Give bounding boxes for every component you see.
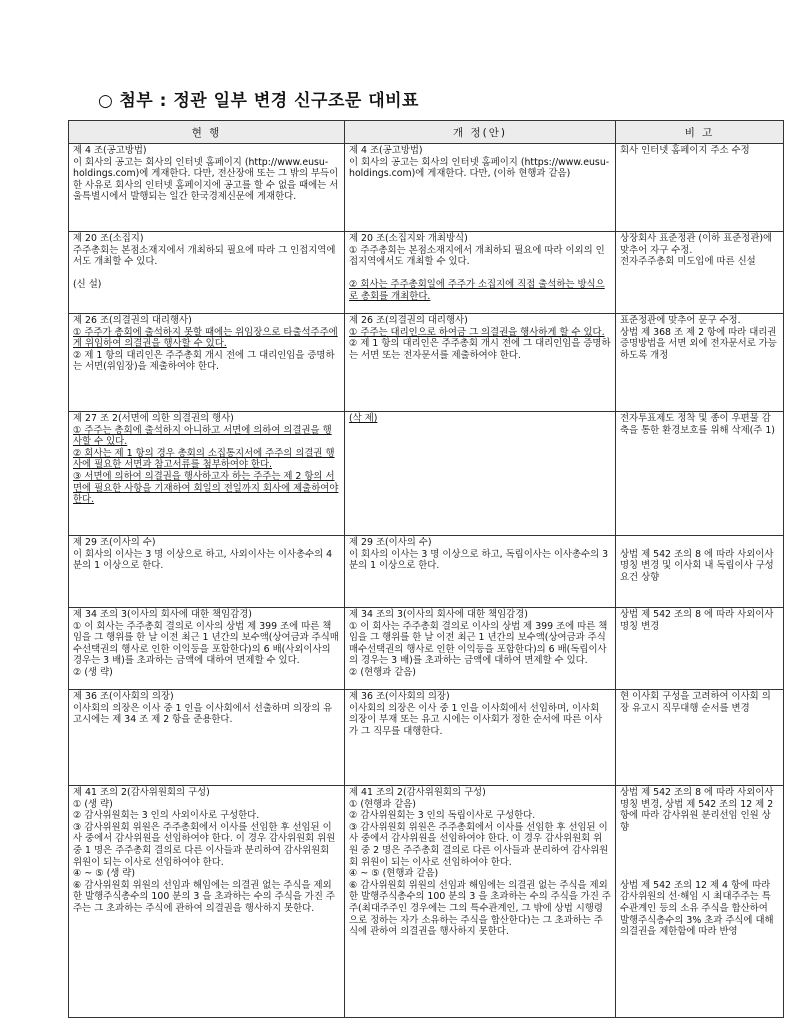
cell-text: ② (현행과 같음) [349, 666, 416, 678]
cell-text: ③ 감사위원회 위원은 주주총회에서 이사를 선임한 후 선임된 이사 중에서 감사위원을 선임하여야 한다. 이 경우 감사위원회 위원 중 2 명은 주주총회 결의로 다른 이사들과 분리하여 감사위원회 위원이 되는 이사로 선임하여야 한다. [349, 821, 609, 868]
spacer [73, 268, 340, 280]
cell-text: 현 이사회 구성을 고려하여 이사회 의장 유고시 직무대행 순서를 변경 [620, 691, 771, 714]
header-current: 현 행 [69, 121, 345, 144]
cell-text: ④ ~ ⑤ (현행과 같음) [349, 868, 439, 880]
cell-revised [345, 690, 616, 786]
cell-remarks [616, 314, 784, 412]
cell-text: ① 주주가 총회에 출석하지 못할 때에는 위임장으로 타출석주주에게 위임하여 의결권을 행사할 수 있다. [73, 326, 338, 350]
header-remarks: 비 고 [616, 121, 784, 144]
article-heading: 제 34 조의 3(이사의 회사에 대한 책임감경) [73, 609, 252, 620]
table-header-row [69, 121, 784, 144]
article-heading: 제 26 조(의결권의 대리행사) [349, 315, 468, 326]
cell-remarks [616, 144, 784, 232]
cell-remarks [616, 786, 784, 1018]
cell-text: 회사 인터넷 홈페이지 주소 수정 [620, 145, 750, 156]
cell-revised [345, 536, 616, 608]
cell-revised [345, 608, 616, 690]
cell-text: ① (현행과 같음) [349, 798, 416, 810]
cell-text: 상법 제 542 조의 8 에 따라 사외이사 명칭 변경, 상법 제 542 조의 12 제 2 항에 따라 감사위원 분리선임 인원 상향 [620, 787, 774, 833]
cell-remarks [616, 690, 784, 786]
table-row [69, 412, 784, 536]
cell-current [69, 232, 345, 314]
article-heading: 제 20 조(소집지) [73, 233, 144, 244]
cell-text: ② 제 1 항의 대리인은 주주총회 개시 전에 그 대리인임을 증명하는 서면(위임장)을 제출하여야 한다. [73, 349, 335, 373]
cell-remarks [616, 608, 784, 690]
cell-text: 전자투표제도 정착 및 종이 우편물 감축을 통한 환경보호를 위해 삭제(주 1) [620, 413, 775, 436]
cell-current [69, 144, 345, 232]
cell-text: ⑥ 감사위원회 위원의 선임과 해임에는 의결권 없는 주식을 제외한 발행주식총수의 100 분의 3 을 초과하는 수의 주식을 가진 주주(최대주주인 경우에는 그의 특수관계인, 그 밖에 상법 시행령으로 정하는 자가 소유하는 주식을 합산한다)는 그 초과하는 주식에 관하여 의결권을 행사하지 못한다. [349, 879, 611, 938]
cell-current [69, 412, 345, 536]
article-heading: 제 4 조(공고방법) [73, 145, 147, 156]
table-row [69, 786, 784, 1018]
cell-text: ① 이 회사는 주주총회 결의로 이사의 상법 제 399 조에 따른 책임을 그 행위를 한 날 이전 최근 1 년간의 보수액(상여금과 주식매수선택권의 행사로 인한 이익등을 포함한다)의 6 배(사외이사의 경우는 3 배)를 초과하는 금액에 대하여 면제할 수 있다. [73, 620, 339, 667]
cell-revised [345, 232, 616, 314]
article-heading: 제 41 조의 2(감사위원회의 구성) [73, 787, 210, 798]
article-heading: 제 36 조(이사회의 의장) [73, 691, 174, 702]
cell-revised [345, 144, 616, 232]
cell-remarks [616, 232, 784, 314]
cell-text: 표준정관에 맞추어 문구 수정. [620, 315, 741, 326]
cell-text: 상법 제 542 조의 12 제 4 항에 따라 감사위원의 선·해임 시 최대주주는 특수관계인 등의 소유 주식을 합산하여 발행주식총수의 3% 초과 주식에 대해 의결권을 제한함에 따라 반영 [620, 879, 774, 938]
spacer [620, 833, 779, 845]
cell-text: ② (생 략) [73, 666, 113, 678]
cell-text: ② 회사는 주주총회일에 주주가 소집지에 직접 출석하는 방식으로 총회를 개최한다. [349, 279, 605, 302]
cell-text: 이 회사의 공고는 회사의 인터넷 홈페이지 (https://www.eusu-holdings.com)에 게재한다. 다만, (이하 현행과 같음) [349, 156, 610, 180]
cell-text: 상법 제 542 조의 8 에 따라 사외이사 명칭 변경 및 이사회 내 독립이사 구성요건 상향 [620, 548, 774, 583]
article-heading: 제 41 조의 2(감사위원회의 구성) [349, 787, 486, 798]
article-heading: 제 27 조 2(서면에 의한 의결권의 행사) [73, 413, 234, 424]
cell-text: ③ 서면에 의하여 의결권을 행사하고자 하는 주주는 제 2 항의 서면에 필요한 사항을 기재하여 회일의 전일까지 회사에 제출하여야 한다. [73, 470, 339, 506]
cell-text: 이사회의 의장은 이사 중 1 인을 이사회에서 선임하며, 이사회 의장이 부재 또는 유고 시에는 이사회가 정한 순서에 따른 이사가 그 직무를 대행한다. [349, 702, 603, 737]
cell-current [69, 608, 345, 690]
cell-current [69, 314, 345, 412]
cell-current [69, 690, 345, 786]
cell-text: ② 회사는 제 1 항의 경우 총회의 소집통지서에 주주의 의결권 행사에 필요한 서면과 참고서류를 첨부하여야 한다. [73, 447, 335, 471]
article-heading: 제 36 조(이사회의 의장) [349, 691, 450, 702]
cell-text: ① (생 략) [73, 798, 113, 810]
cell-text: ② 감사위원회는 3 인의 독립이사로 구성한다. [349, 810, 536, 822]
cell-text: 전자주주총회 미도입에 따른 신설 [620, 256, 756, 268]
cell-text: ② 감사위원회는 3 인의 사외이사로 구성한다. [73, 810, 260, 822]
comparison-table [68, 120, 784, 1018]
article-heading: 제 34 조의 3(이사의 회사에 대한 책임감경) [349, 609, 528, 620]
circle-bullet-icon: ○ [98, 91, 114, 111]
cell-text: ⑥ 감사위원회 위원의 선임과 해임에는 의결권 없는 주식을 제외한 발행주식총수의 100 분의 3 을 초과하는 수의 주식을 가진 주주는 그 초과하는 주식에 관하여 의결권을 행사하지 못한다. [73, 879, 335, 914]
page-title [98, 86, 419, 111]
cell-text: 상법 제 368 조 제 2 항에 따라 대리권 증명방법을 서면 외에 전자문서로 가능하도록 개정 [620, 326, 777, 361]
cell-text: (신 설) [73, 279, 102, 291]
title-text: 첨부 : 정관 일부 변경 신구조문 대비표 [119, 91, 419, 111]
cell-text: 이 회사의 공고는 회사의 인터넷 홈페이지 (http://www.eusu-holdings.com)에 게재한다. 다만, 전산장애 또는 그 밖의 부득이한 사유로 회사의 인터넷 홈페이지에 공고를 할 수 없을 때에는 서울특별시에서 발행되는 일간 한국경제신문에 게재한다. [73, 156, 339, 203]
spacer [620, 537, 779, 549]
cell-text: ① 주주는 총회에 출석하지 아니하고 서면에 의하여 의결권을 행사할 수 있다. [73, 424, 332, 448]
cell-text: 상법 제 542 조의 8 에 따라 사외이사 명칭 변경 [620, 609, 774, 632]
article-heading: 제 20 조(소집지와 개최방식) [349, 233, 468, 244]
spacer [620, 868, 779, 880]
table-row [69, 608, 784, 690]
cell-text: ① 주주는 대리인으로 하여금 그 의결권을 행사하게 할 수 있다. [349, 326, 605, 338]
cell-text: 주주총회는 본점소재지에서 개최하되 필요에 따라 그 인접지역에서도 개최할 수 있다. [73, 244, 336, 268]
table-row [69, 536, 784, 608]
cell-remarks [616, 536, 784, 608]
cell-text: 상장회사 표준정관 (이하 표준정관)에 맞추어 자구 수정. [620, 233, 773, 256]
cell-text: 이 회사의 이사는 3 명 이상으로 하고, 독립이사는 이사총수의 3 분의 1 이상으로 한다. [349, 548, 609, 572]
cell-revised [345, 412, 616, 536]
spacer [620, 845, 779, 857]
article-heading: 제 26 조(의결권의 대리행사) [73, 315, 192, 326]
table-row [69, 314, 784, 412]
table-row [69, 690, 784, 786]
article-heading: 제 29 조(이사의 수) [349, 537, 432, 548]
cell-revised [345, 786, 616, 1018]
table-row [69, 232, 784, 314]
article-heading: (삭 제) [349, 413, 378, 424]
cell-text: ② 제 1 항의 대리인은 주주총회 개시 전에 그 대리인임을 증명하는 서면 또는 전자문서를 제출하여야 한다. [349, 338, 611, 361]
cell-current [69, 786, 345, 1018]
cell-text: ① 주주총회는 본점소재지에서 개최하되 필요에 따라 이외의 인접지역에서도 개최할 수 있다. [349, 244, 605, 268]
cell-text: ④ ~ ⑤ (생 략) [73, 868, 136, 880]
spacer [620, 857, 779, 869]
cell-text: 이사회의 의장은 이사 중 1 인을 이사회에서 선출하며 의장의 유고시에는 제 34 조 제 2 항을 준용한다. [73, 702, 333, 726]
header-revised: 개 정(안) [345, 121, 616, 144]
cell-text: ① 이 회사는 주주총회 결의로 이사의 상법 제 399 조에 따른 책임을 그 행위를 한 날 이전 최근 1 년간의 보수액(상여금과 주식매수선택권의 행사로 인한 이익등을 포함한다)의 6 배(독립이사의 경우는 3 배)를 초과하는 금액에 대하여 면제할 수 있다. [349, 620, 608, 667]
cell-text: ③ 감사위원회 위원은 주주총회에서 이사를 선임한 후 선임된 이사 중에서 감사위원을 선임하여야 한다. 이 경우 감사위원회 위원 중 1 명은 주주총회 결의로 다른 이사들과 분리하여 감사위원회 위원이 되는 이사로 선임하여야 한다. [73, 821, 336, 868]
cell-current [69, 536, 345, 608]
cell-revised [345, 314, 616, 412]
spacer [349, 268, 611, 280]
cell-text: 이 회사의 이사는 3 명 이상으로 하고, 사외이사는 이사총수의 4 분의 1 이상으로 한다. [73, 548, 333, 572]
article-heading: 제 4 조(공고방법) [349, 145, 423, 156]
article-heading: 제 29 조(이사의 수) [73, 537, 156, 548]
table-row [69, 144, 784, 232]
cell-remarks [616, 412, 784, 536]
